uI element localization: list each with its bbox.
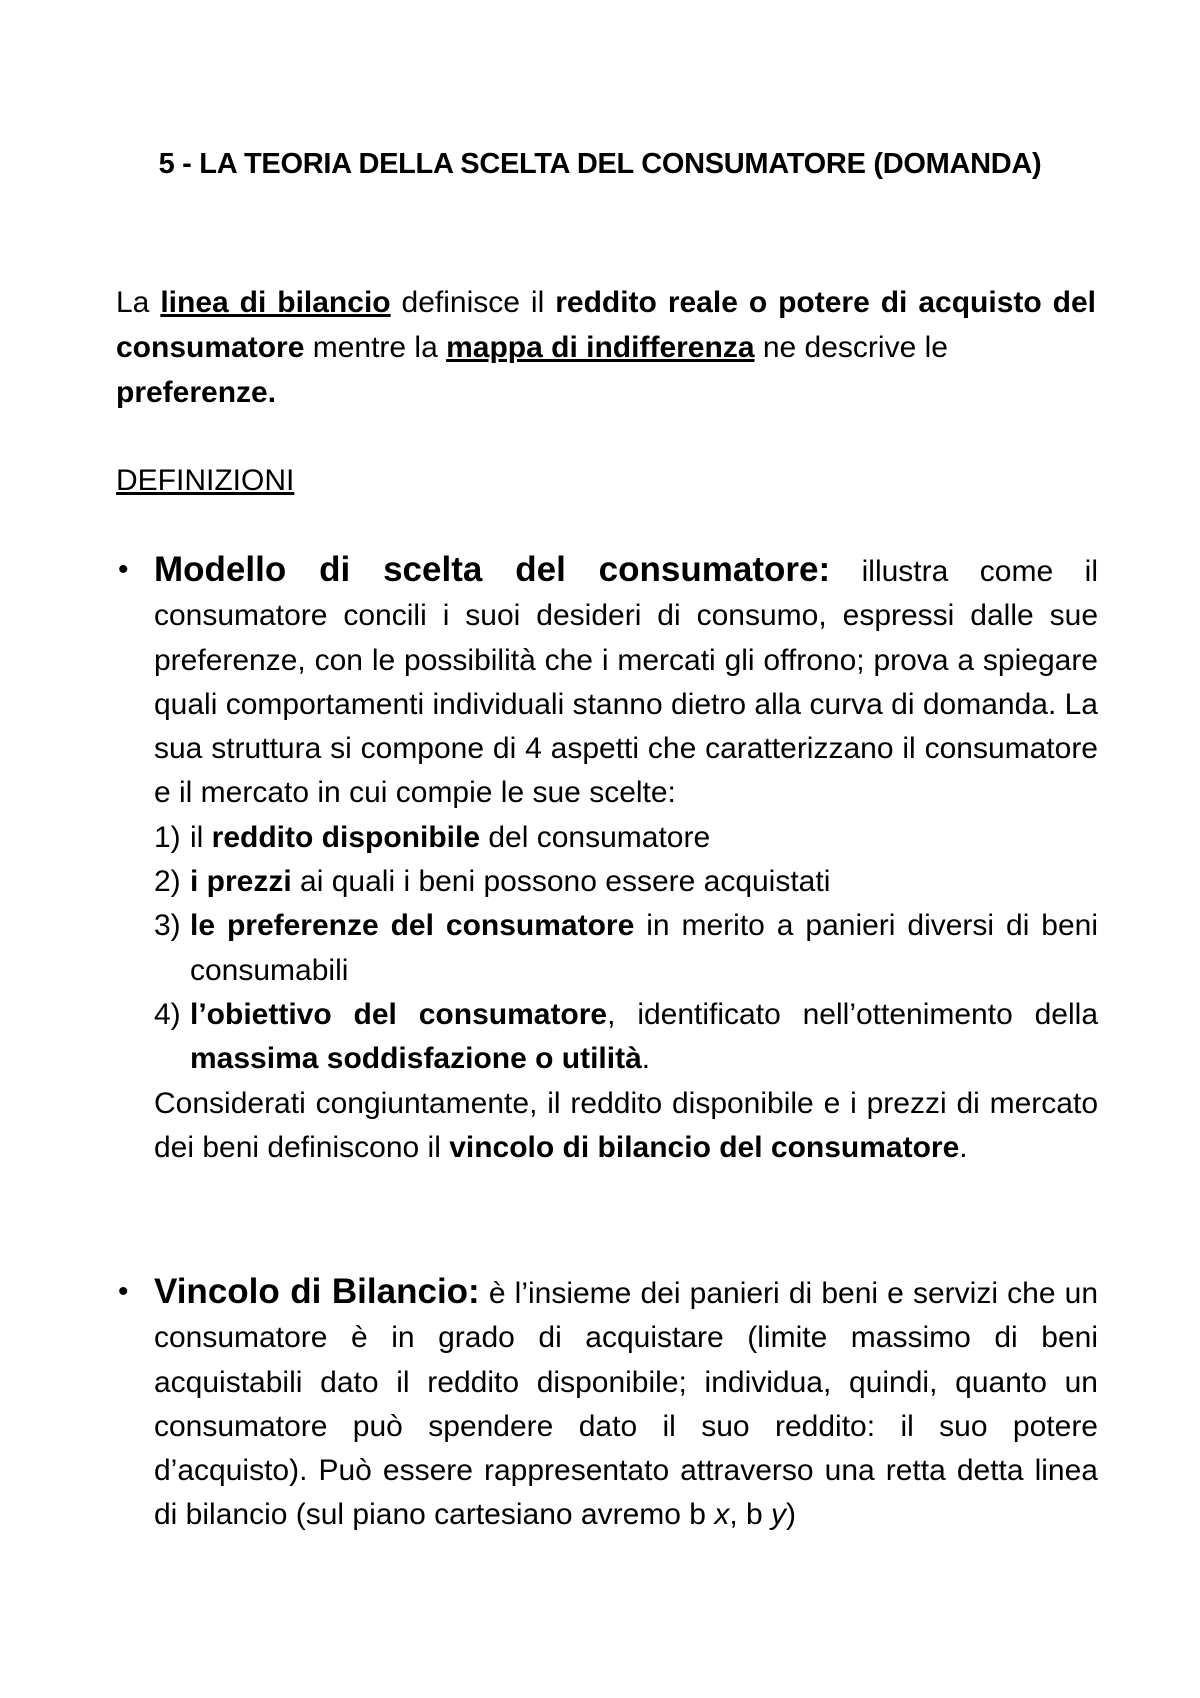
summary-text: . — [959, 1130, 968, 1164]
intro-bold-reddito-reale: reddito reale o potere di acquisto del consumatore — [116, 286, 1096, 364]
list-number: 1) — [154, 820, 181, 854]
list-number: 3) — [154, 909, 181, 943]
list-text: . — [641, 1042, 651, 1076]
list-text: , identificato nell’ottenimento della — [607, 997, 1098, 1031]
definition-body — [154, 548, 1098, 816]
axis-y-variable: y — [771, 1498, 787, 1532]
list-text: in merito a panieri diversi di beni consumabili — [190, 909, 1099, 987]
definition-text: è l’insieme dei panieri di beni e servizi che un consumatore è in grado di acquistare (limite massimo di beni acquistabili dato il reddito disponibile; individua, quindi, quanto un consumatore può spendere dato il suo reddito: il suo potere d’acquisto). Può essere rappresentato attraverso una retta detta linea di bilancio (sul piano cartesiano avremo b — [154, 1277, 1098, 1532]
definition-term: Modello di scelta del consumatore: — [154, 550, 831, 589]
intro-text: La — [116, 286, 161, 319]
numbered-list — [154, 816, 1098, 1082]
definition-text: , b — [729, 1498, 772, 1532]
definition-item-vincolo — [116, 1270, 1098, 1538]
definition-body — [154, 1270, 1098, 1538]
intro-paragraph — [116, 280, 1096, 415]
list-item — [154, 904, 1098, 993]
list-number: 2) — [154, 865, 181, 899]
list-bold: l’obiettivo del consumatore — [190, 997, 608, 1031]
summary-text: Considerati congiuntamente, il reddito disponibile e i prezzi di mercato dei beni definiscono il — [154, 1086, 1098, 1164]
intro-text: definisce il — [390, 286, 556, 319]
definitions-heading: DEFINIZIONI — [116, 464, 295, 497]
definition-text: ) — [786, 1498, 797, 1532]
list-text: del consumatore — [480, 820, 711, 854]
list-bold: le preferenze del consumatore — [190, 909, 635, 943]
definition-term: Vincolo di Bilancio: — [154, 1272, 480, 1311]
summary-paragraph — [154, 1082, 1098, 1171]
list-bold: reddito disponibile — [211, 820, 481, 854]
list-number: 4) — [154, 997, 181, 1031]
definition-text: illustra come il consumatore concili i suoi desideri di consumo, espressi dalle sue preferenze, con le possibilità che i mercati gli offrono; prova a spiegare quali comportamenti individuali stanno dietro alla curva di domanda. La sua struttura si compone di 4 aspetti che caratterizzano il consumatore e il mercato in cui compie le sue scelte: — [154, 555, 1098, 810]
list-text: il — [190, 820, 212, 854]
intro-bold-preferenze: preferenze. — [116, 376, 277, 409]
list-text: ai quali i beni possono essere acquistati — [291, 865, 831, 899]
intro-text: ne descrive le — [754, 331, 948, 364]
document-title: 5 - LA TEORIA DELLA SCELTA DEL CONSUMATORE (DOMANDA) — [158, 148, 1042, 180]
list-item — [154, 860, 1098, 904]
summary-bold: vincolo di bilancio del consumatore — [449, 1130, 960, 1164]
intro-text: mentre la — [304, 331, 447, 364]
axis-x-variable: x — [714, 1498, 730, 1532]
list-bold: massima soddisfazione o utilità — [190, 1042, 642, 1076]
definition-item-modello — [116, 548, 1098, 1170]
intro-term-linea-di-bilancio: linea di bilancio — [160, 286, 391, 319]
list-item — [154, 816, 1098, 860]
intro-term-mappa-di-indifferenza: mappa di indifferenza — [446, 331, 755, 364]
list-item — [154, 993, 1098, 1082]
bullet-icon: • — [118, 1275, 129, 1308]
bullet-icon: • — [118, 553, 129, 586]
list-bold: i prezzi — [190, 865, 292, 899]
